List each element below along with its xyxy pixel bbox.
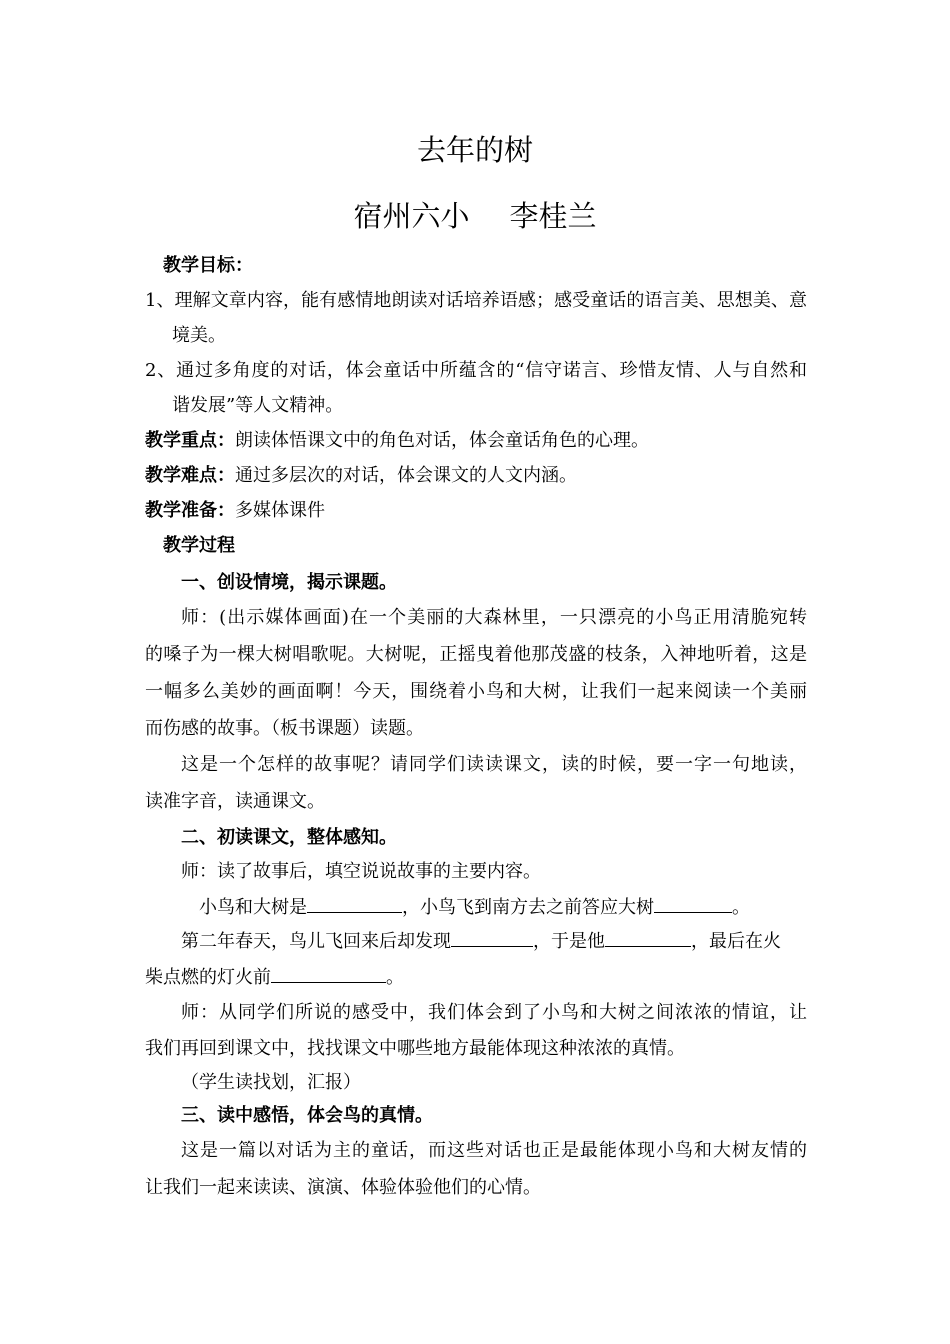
- key-point: [145, 428, 649, 454]
- difficult-point-label: 教学难点：: [145, 465, 235, 486]
- difficult-point-text: 通过多层次的对话，体会课文的人文内涵。: [235, 465, 577, 486]
- school-name: 宿州六小: [353, 199, 470, 233]
- goal-2-line-1: 2、通过多角度的对话，体会童话中所蕴含的“信守诺言、珍惜友情、人与自然和: [145, 360, 807, 381]
- section-1-heading: 一、创设情境，揭示课题。: [181, 572, 397, 593]
- fill-1-text-c: 。: [732, 897, 750, 918]
- fill-blank-line-1: [199, 894, 750, 921]
- goals-heading: 教学目标：: [163, 255, 253, 276]
- para-1-line-2: 的嗓子为一棵大树唱歌呢。大树呢，正摇曳着他那茂盛的枝条，入神地听着，这是: [145, 644, 807, 665]
- fill-3-text-b: 。: [386, 967, 404, 988]
- blank-3: [451, 928, 533, 947]
- blank-4: [605, 928, 691, 947]
- fill-blank-line-2: [181, 928, 781, 955]
- process-heading: 教学过程: [163, 535, 235, 556]
- preparation-text: 多媒体课件: [235, 500, 325, 521]
- document-title: 去年的树: [416, 133, 533, 167]
- para-6-line-1: 这是一篇以对话为主的童话，而这些对话也正是最能体现小鸟和大树友情的: [181, 1140, 807, 1161]
- blank-2: [654, 894, 732, 913]
- preparation-label: 教学准备：: [145, 500, 235, 521]
- fill-1-text-a: 小鸟和大树是: [199, 897, 307, 918]
- para-6-line-2: 让我们一起来读读、演演、体验体验他们的心情。: [145, 1177, 541, 1198]
- para-1-line-1: 师：(出示媒体画面)在一个美丽的大森林里，一只漂亮的小鸟正用清脆宛转: [181, 607, 807, 628]
- fill-2-text-c: ，最后在火: [691, 931, 781, 952]
- author-line: [0, 196, 950, 236]
- blank-1: [307, 894, 402, 913]
- para-2-line-1: 这是一个怎样的故事呢？请同学们读读课文，读的时候，要一字一句地读，: [181, 754, 807, 775]
- fill-blank-line-3: [145, 964, 404, 991]
- para-2-line-2: 读准字音，读通课文。: [145, 791, 325, 812]
- difficult-point: [145, 463, 577, 489]
- key-point-label: 教学重点：: [145, 430, 235, 451]
- section-2-heading: 二、初读课文，整体感知。: [181, 827, 397, 848]
- goal-1-line-2: 境美。: [172, 325, 226, 346]
- author-name: 李桂兰: [509, 199, 597, 233]
- blank-5: [271, 964, 386, 983]
- para-1-line-4: 而伤感的故事。（板书课题）读题。: [145, 718, 424, 739]
- preparation: [145, 498, 325, 524]
- para-4-line-1: 师：从同学们所说的感受中，我们体会到了小鸟和大树之间浓浓的情谊，让: [181, 1002, 807, 1023]
- fill-2-text-b: ，于是他: [533, 931, 605, 952]
- para-5: （学生读找划，汇报）: [181, 1072, 361, 1093]
- para-4-line-2: 我们再回到课文中，找找课文中哪些地方最能体现这种浓浓的真情。: [145, 1038, 685, 1059]
- para-1-line-3: 一幅多么美妙的画面啊！今天，围绕着小鸟和大树，让我们一起来阅读一个美丽: [145, 681, 807, 702]
- para-3: 师：读了故事后，填空说说故事的主要内容。: [181, 861, 541, 882]
- section-3-heading: 三、读中感悟，体会鸟的真情。: [181, 1105, 433, 1126]
- fill-3-text-a: 柴点燃的灯火前: [145, 967, 271, 988]
- fill-1-text-b: ，小鸟飞到南方去之前答应大树: [402, 897, 654, 918]
- key-point-text: 朗读体悟课文中的角色对话，体会童话角色的心理。: [235, 430, 649, 451]
- goal-2-line-2: 谐发展”等人文精神。: [172, 395, 344, 416]
- fill-2-text-a: 第二年春天，鸟儿飞回来后却发现: [181, 931, 451, 952]
- goal-1-line-1: 1、理解文章内容，能有感情地朗读对话培养语感；感受童话的语言美、思想美、意: [145, 290, 807, 311]
